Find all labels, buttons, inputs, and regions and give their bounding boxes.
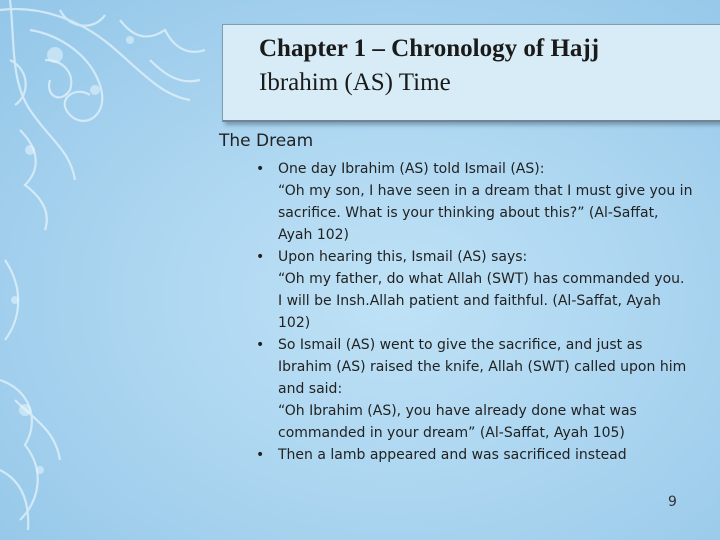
bullet-text-line: and said:: [278, 381, 343, 397]
bullet-dot-icon: •: [256, 337, 265, 353]
page-number: 9: [668, 494, 677, 510]
bullet-text-line: commanded in your dream” (Al-Saffat, Ayah 105): [278, 425, 625, 441]
bullet-item: [256, 158, 708, 246]
bullet-text-line: I will be Insh.Allah patient and faithful. (Al-Saffat, Ayah: [278, 293, 661, 309]
bullet-dot-icon: •: [256, 249, 265, 265]
bullet-text-line: “Oh my father, do what Allah (SWT) has commanded you.: [278, 271, 685, 287]
bullet-item: [256, 246, 708, 334]
bullet-text-line: “Oh Ibrahim (AS), you have already done what was: [278, 403, 637, 419]
bullet-text-line: Then a lamb appeared and was sacrificed instead: [278, 447, 627, 463]
bullet-text-line: sacrifice. What is your thinking about this?” (Al-Saffat,: [278, 205, 659, 221]
bullet-text-line: So Ismail (AS) went to give the sacrifice, and just as: [278, 337, 643, 353]
bullet-dot-icon: •: [256, 447, 265, 463]
slide-title: Chapter 1 – Chronology of Hajj: [259, 35, 600, 62]
bullet-text-line: Ibrahim (AS) raised the knife, Allah (SWT) called upon him: [278, 359, 687, 375]
slide-subtitle: Ibrahim (AS) Time: [259, 69, 451, 96]
bullet-text-line: One day Ibrahim (AS) told Ismail (AS):: [278, 161, 545, 177]
bullet-text-line: “Oh my son, I have seen in a dream that I must give you in: [278, 183, 693, 199]
section-heading: The Dream: [219, 131, 314, 151]
bullet-text-line: Upon hearing this, Ismail (AS) says:: [278, 249, 528, 265]
bullet-item: [256, 444, 708, 466]
bullet-dot-icon: •: [256, 161, 265, 177]
bullet-list: [256, 158, 708, 466]
bullet-item: [256, 334, 708, 444]
bullet-text-line: 102): [278, 315, 311, 331]
bullet-text-line: Ayah 102): [278, 227, 349, 243]
floral-corner-ornament-icon: [0, 0, 230, 540]
title-box: [222, 24, 720, 122]
